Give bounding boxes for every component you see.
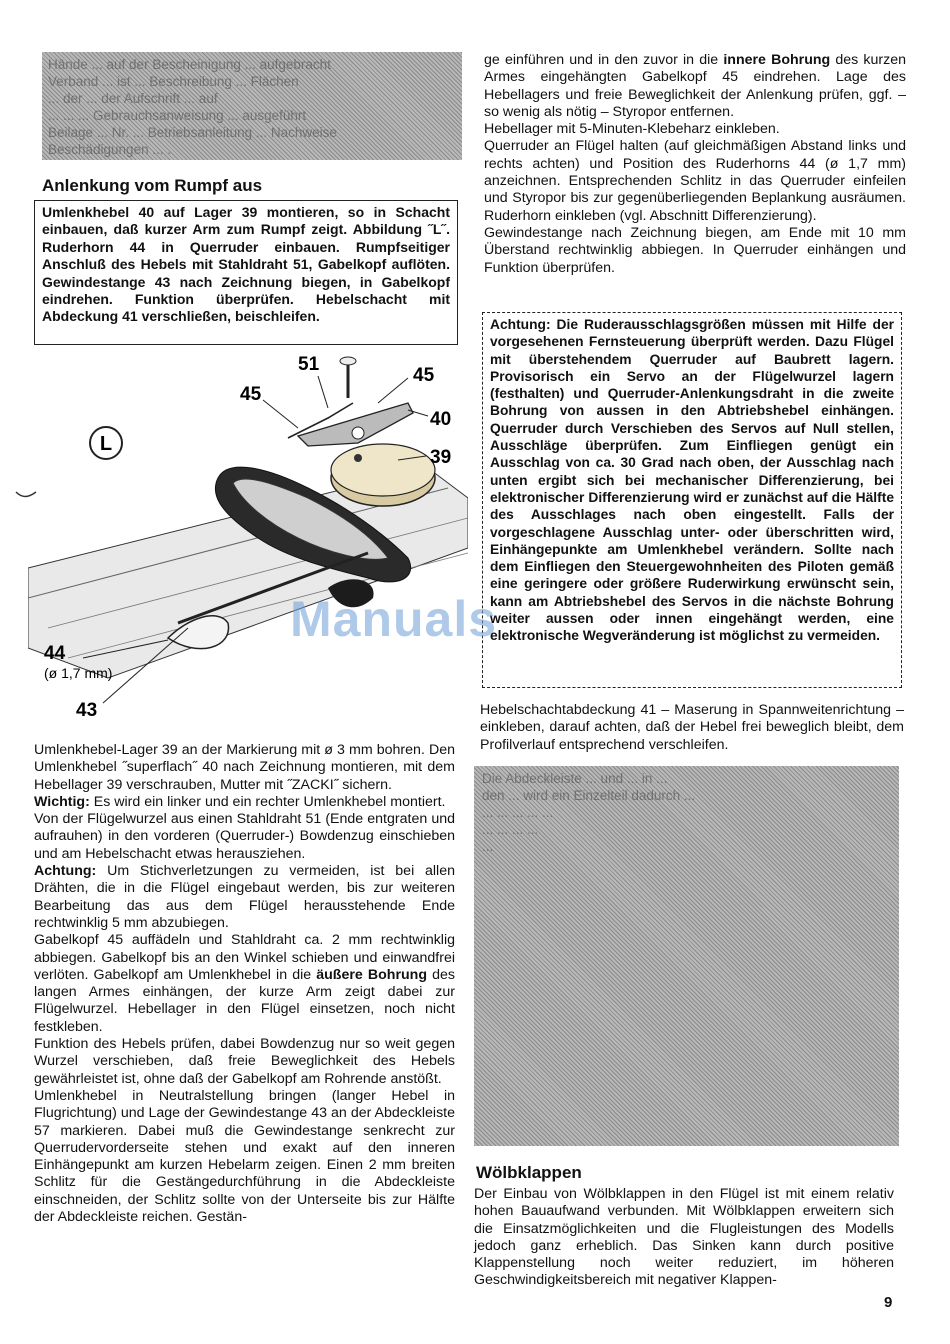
figure-l-illustration xyxy=(28,348,468,728)
paragraph: Gabelkopf 45 auffädeln und Stahldraht ca. 2 mm rechtwinklig abbiegen. Gabelkopf bis an den Winkel schieben und einwandfrei verlöten. Gabelkopf am Umlenkhebel in die äußere Bohrung des langen Armes einhängen, der kurze Arm zeigt dabei zur Flügelwurzel. Hebellager in den Flügel einsetzen, noch nicht festkleben. xyxy=(34,932,455,1035)
gray-line: ... ... ... Gebrauchsanweisung ... ausgeführt xyxy=(48,108,307,123)
figure-label-51: 51 xyxy=(298,354,320,375)
paragraph: Umlenkhebel in Neutralstellung bringen (langer Hebel in Flugrichtung) und Lage der Gewindestange 43 an der Abdeckleiste 57 markieren. Dabei muß die Gewindestange senkrecht zur Querrudervorderseite stehen und exakt auf den inneren Einhängepunkt am kurzen Hebelarm zeigen. Einen 2 mm breiten Schlitz für die Gestängedurchführung in die Abdeckleiste einschneiden, der Schlitz sollte von der Unterseite bis zur Hälfte der Abdeckleiste reichen. Gestän- xyxy=(34,1087,455,1226)
right-blurred-block xyxy=(474,766,899,1146)
gray-line: Beschädigungen ... . xyxy=(48,142,172,157)
paragraph: ge einführen und in den zuvor in die innere Bohrung des kurzen Armes eingehängten Gabelkopf 45 eindrehen. Lage des Hebellagers und freie Beweglichkeit der Anlenkung prüfen, ggf. – so wenig als nötig – Styropor entfernen. xyxy=(484,52,907,120)
gray-line: ... ... ... ... ... xyxy=(482,805,554,820)
gray-line: Hände ... auf der Bescheinigung ... aufgebracht xyxy=(48,57,331,72)
figure-label-45-left: 45 xyxy=(240,384,262,405)
margin-mark xyxy=(14,488,38,502)
paragraph: Von der Flügelwurzel aus einen Stahldraht 51 (Ende entgraten und aufrauhen) in den vorderen (Querruder-) Bowdenzug einschieben und am Hebelschacht etwas herausziehen. xyxy=(34,811,455,862)
paragraph: Achtung: Um Stichverletzungen zu vermeiden, ist bei allen Drähten, die in die Flügel eingebaut werden, bis zur weiteren Bearbeitung das aus dem Flügel herausstehende Ende rechtwinklig 5 mm abzubiegen. xyxy=(34,863,455,931)
figure-circle-label: L xyxy=(99,433,113,455)
gray-line: ... xyxy=(482,839,494,854)
paragraph: Umlenkhebel-Lager 39 an der Markierung mit ø 3 mm bohren. Den Umlenkhebel ˝superflach˝ 40 nach Zeichnung montieren, mit dem Hebellager 39 verschrauben, Mutter mit ˝ZACKI˝ sichern. xyxy=(34,742,455,793)
warning-box: Achtung: Die Ruderausschlagsgrößen müssen mit Hilfe der vorgesehenen Fernsteuerung überprüft werden. Dazu Flügel mit überstehendem Querruder auf Baubrett lagern. Provisorisch ein Servo an der Flügelwurzel lagern (festhalten) und Querruder-Anlenkungsdraht in die zweite Bohrung von aussen in den Abtriebshebel einhängen. Querruder durch Verschieben des Servos auf Null stellen, Ausschläge überprüfen. Zum Einfliegen genügt ein Ausschlag von ca. 30 Grad nach oben, der Ausschlag nach unten ergibt sich bei mechanischer Differenzierung, bei elektronischer Differenzierung wird er zunächst auf die Hälfte des Ausschlages nach oben eingestellt. Falls der vorgeschlagene Ausschlag unter- oder überschritten wird, Einhängepunkte am Umlenkhebel verändern. Sollte nach dem Einfliegen den Steuergewohnheiten des Piloten gemäß eine geringere oder größere Ruderwirkung erwünscht sein, kann am Abtriebshebel des Servos in die nächste Bohrung weiter aussen oder innen eingehängt werden, eine elektronische Wegveränderung ist möglichst zu vermeiden. xyxy=(482,312,902,688)
gray-line: Beilage ... Nr. ... Betriebsanleitung ... Nachweise xyxy=(48,125,337,140)
section-title-anlenkung: Anlenkung vom Rumpf aus xyxy=(42,176,263,195)
figure-label-45-right: 45 xyxy=(413,365,435,386)
top-left-blurred-block xyxy=(42,52,462,160)
figure-label-43: 43 xyxy=(76,700,98,721)
woelbklappen-body: Der Einbau von Wölbklappen in den Flügel ist mit einem relativ hohen Bauaufwand verbunden. Mit Wölbklappen erweitern sich die Einsatzmöglichkeiten und die Flugleistungen des Modells jedoch ganz erheblich. Das Sinken kann durch positive Klappenstellung noch weiter reduziert, im höheren Geschwindigkeitsbereich mit negativer Klappen- xyxy=(474,1186,894,1289)
figure-label-44: 44 xyxy=(44,643,66,664)
paragraph: Gewindestange nach Zeichnung biegen, am Ende mit 10 mm Überstand rechtwinklig abbiegen. In Querruder einhängen und Funktion überprüfen. xyxy=(484,224,906,276)
figure-label-40: 40 xyxy=(430,409,452,430)
page-number: 9 xyxy=(884,1294,893,1311)
watermark: Manuals xyxy=(290,591,498,647)
paragraph: Wichtig: Es wird ein linker und ein rechter Umlenkhebel montiert. xyxy=(34,793,446,810)
paragraph: Funktion des Hebels prüfen, dabei Bowdenzug nur so weit gegen Wurzel verschieben, daß freie Beweglichkeit des Hebels gewährleistet ist, ohne daß der Gabelkopf am Rohrende anstößt. xyxy=(34,1036,455,1087)
gray-line: den ... wird ein Einzelteil dadurch ... xyxy=(482,788,696,803)
cover-paragraph: Hebelschachtabdeckung 41 – Maserung in Spannweitenrichtung – einkleben, darauf achten, daß der Hebel frei beweglich bleibt, dem Profilverlauf entsprechend verschleifen. xyxy=(480,702,904,753)
left-body-text xyxy=(34,742,455,1226)
right-top-text xyxy=(484,52,906,277)
gray-line: ... ... ... ... xyxy=(482,822,539,837)
paragraph: Hebellager mit 5-Minuten-Klebeharz einkleben. xyxy=(484,121,780,138)
figure-label-39: 39 xyxy=(430,447,452,468)
gray-line: Die Abdeckleiste ... und ... in ... xyxy=(482,771,668,786)
gray-line: Verband ... ist ... Beschreibung ... Flächen xyxy=(48,74,299,89)
gray-line: ... der ... der Aufschrift ... auf xyxy=(48,91,218,106)
paragraph: Querruder an Flügel halten (auf gleichmäßigen Abstand links und rechts achten) und Position des Ruderhorns 44 (ø 1,7 mm) anzeichnen. Entsprechenden Schlitz in das Querruder einfeilen und Styropor bis zur gegenüberliegenden Beplankung ausräumen. Ruderhorn einkleben (vgl. Abschnitt Differenzierung). xyxy=(484,138,906,224)
figure-label-44-diameter: (ø 1,7 mm) xyxy=(44,665,113,681)
section-title-woelbklappen: Wölbklappen xyxy=(476,1163,582,1182)
instruction-box: Umlenkhebel 40 auf Lager 39 montieren, so in Schacht einbauen, daß kurzer Arm zum Rumpf zeigt. Abbildung ˝L˝. Ruderhorn 44 in Querruder einbauen. Rumpfseitiger Anschluß des Hebels mit Stahldraht 51, Gabelkopf auflöten. Gewindestange 43 nach Zeichnung biegen, in Gabelkopf eindrehen. Funktion überprüfen. Hebelschacht mit Abdeckung 41 verschließen, beischleifen. xyxy=(34,200,458,345)
